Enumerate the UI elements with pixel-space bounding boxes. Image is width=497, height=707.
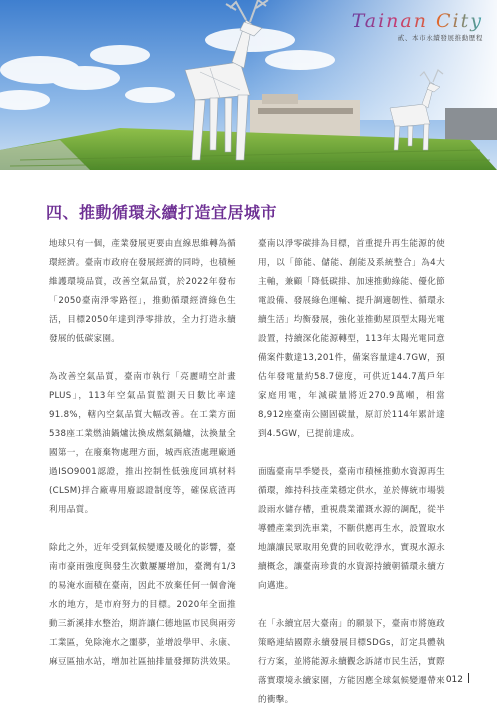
paragraph: 臺南以淨零碳排為目標，首重提升再生能源的使用，以「節能、儲能、創能及系統整合」為4大主軸，兼顧「降低碳排、加速推動綠能、優化節電設備、發展綠色運輸、提升調適韌性、循環永續生活」均衡發展，強化並推動屋頂型太陽光電設置，持續深化能源轉型，113年太陽光電同意備案件數達13,201件，備案容量達4.7GW，預估年發電量約58.7億度，可供近144.7萬戶年家庭用電，年減碳量將近270.9萬噸，相當8,912座臺南公園固碳量，原訂於114年累計達到4.5GW，已提前達成。	[258, 239, 445, 439]
paragraph: 在「永續宜居大臺南」的願景下，臺南市將施政策略連結國際永續發展目標SDGs，訂定具體執行方案，並將能源永續觀念訴諸市民生活，實際落實環境永續家園，方能因應全球氣候變遷帶來的衝擊。	[258, 619, 445, 705]
section-title: 四、推動循環永續打造宜居城市	[46, 203, 278, 222]
page-number	[446, 673, 469, 685]
paragraph: 為改善空氣品質，臺南市執行「亮麗晴空計畫PLUS」，113年空氣品質監測天日數比率達91.8%，轄內空氣品質大幅改善。在工業方面538座工業燃油鍋爐汰換成燃氣鍋爐，汰換量全國第一，在廢棄物處理方面，城西底渣處理廠通過ISO9001認證，推出控制性低強度回填材料(CLSM)拌合廠專用廢認證制度等，確保底渣再利用品質。	[49, 372, 236, 515]
page-number-text: 012	[445, 675, 463, 685]
column-left	[49, 235, 236, 691]
hero-photo-green-roof-deer-sculptures	[0, 0, 497, 170]
chapter-subtitle: 貳、本市永續發展推動歷程	[397, 34, 483, 42]
tainan-city-logo: Tainan City	[351, 10, 483, 32]
column-right	[258, 235, 445, 707]
paragraph: 地球只有一個，產業發展更要由直線思維轉為循環經濟。臺南市政府在發展經濟的同時，也積極維護環境品質，改善空氣品質，於2022年發布「2050臺南淨零路徑」，推動循環經濟綠色生活，目標2050年達到淨零排放，全力打造永續發展的低碳家園。	[49, 239, 236, 344]
brand-block	[352, 10, 483, 42]
page-number-divider	[468, 673, 469, 683]
paragraph: 面臨臺南旱季變長，臺南市積極推動水資源再生循環，維持科技產業穩定供水，並於傳統市場裝設雨水儲存槽，重視農業灌溉水源的調配，從半導體產業到洗車業，不斷供應再生水，設置取水地讓讓民眾取用免費的回收乾淨水，實現水源永續概念，讓臺南珍貴的水資源持續朝循環永續方向邁進。	[258, 467, 445, 591]
paragraph: 除此之外，近年受到氣候變遷及暖化的影響，臺南市豪雨強度與發生次數屢屢增加，臺灣有1/3的易淹水面積在臺南，因此不放棄任何一個會淹水的地方，是市府努力的目標。2020年全面推動三新溪排水整治，期許讓仁德地區市民與兩旁工業區，免除淹水之噩夢，並增設學甲、永康、麻豆區抽水站，增加社區抽排量發揮防洪效果。	[49, 543, 236, 667]
